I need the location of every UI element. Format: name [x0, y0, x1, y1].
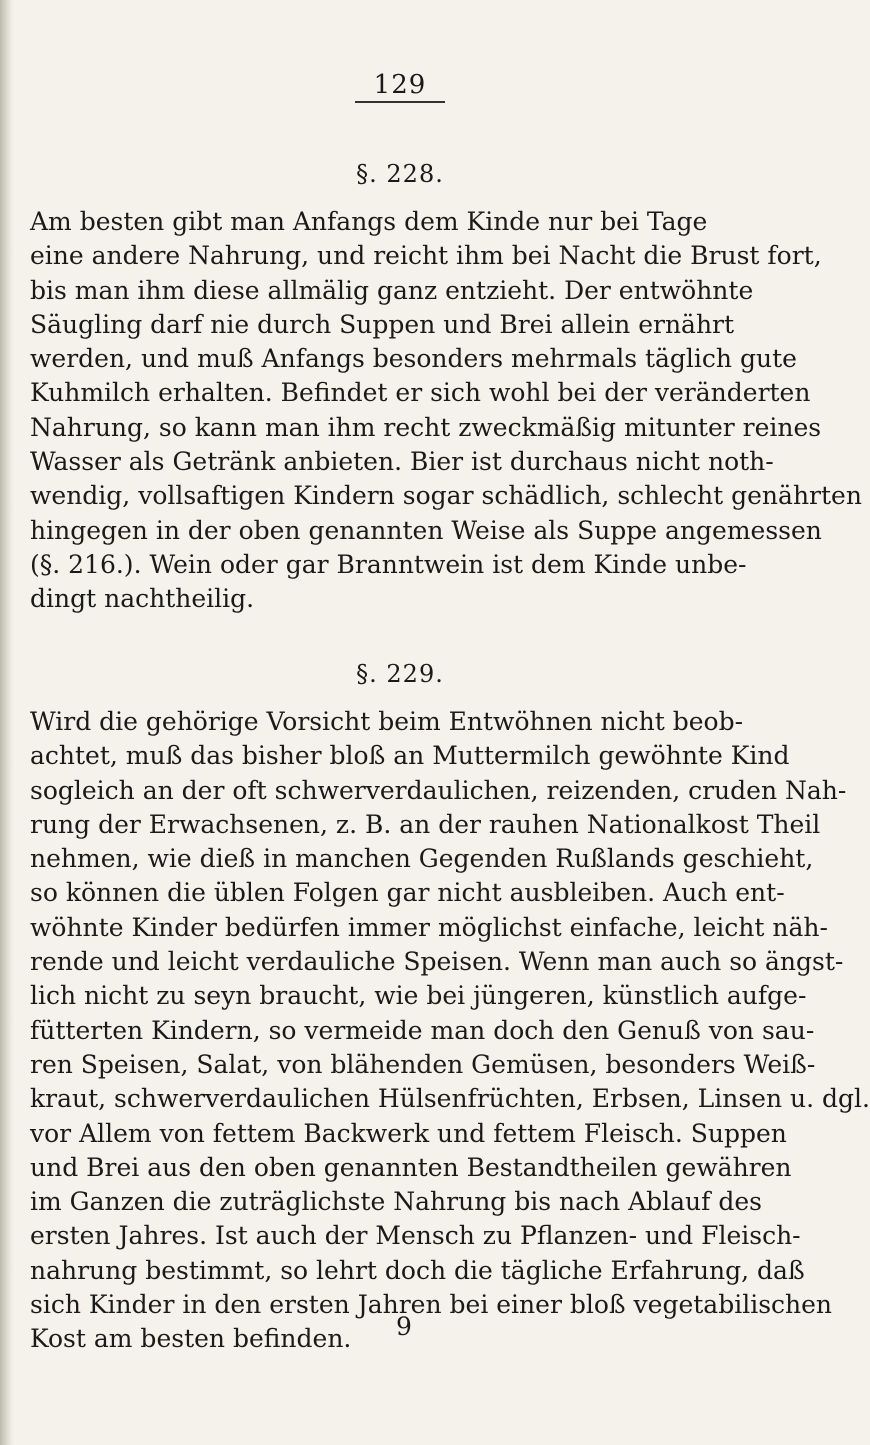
text-line: achtet, muß das bisher bloß an Muttermilch gewöhnte Kind — [30, 741, 790, 771]
text-line: lich nicht zu seyn braucht, wie bei jüngeren, künstlich aufge- — [30, 981, 807, 1011]
text-line: bis man ihm diese allmälig ganz entzieht. Der entwöhnte — [30, 275, 754, 305]
text-line: (§. 216.). Wein oder gar Branntwein ist dem Kinde unbe- — [30, 549, 747, 579]
text-line: ren Speisen, Salat, von blähenden Gemüsen, besonders Weiß- — [30, 1049, 816, 1079]
text-line: nahrung bestimmt, so lehrt doch die tägliche Erfahrung, daß — [30, 1255, 805, 1285]
text-line: werden, und muß Anfangs besonders mehrmals täglich gute — [30, 344, 797, 374]
text-line: Wasser als Getränk anbieten. Bier ist durchaus nicht noth- — [30, 447, 774, 477]
text-line: Nahrung, so kann man ihm recht zweckmäßig mitunter reines — [30, 412, 822, 442]
section-heading-228: §. 228. — [356, 160, 444, 188]
text-line: dingt nachtheilig. — [30, 584, 255, 614]
text-line: hingegen in der oben genannten Weise als Suppe angemessen — [30, 515, 822, 545]
text-line: und Brei aus den oben genannten Bestandtheilen gewähren — [30, 1152, 792, 1182]
text-line: vor Allem von fettem Backwerk und fettem Fleisch. Suppen — [30, 1118, 787, 1148]
text-line: Wird die gehörige Vorsicht beim Entwöhnen nicht beob- — [30, 707, 744, 736]
section-heading-229: §. 229. — [356, 660, 444, 688]
signature-mark: 9 — [396, 1312, 412, 1341]
text-line: so können die üblen Folgen gar nicht ausbleiben. Auch ent- — [30, 878, 785, 908]
text-line: Säugling darf nie durch Suppen und Brei allein ernährt — [30, 309, 735, 339]
text-line: sich Kinder in den ersten Jahren bei einer bloß vegetabilischen — [30, 1290, 833, 1320]
text-line: kraut, schwerverdaulichen Hülsenfrüchten, Erbsen, Linsen u. dgl. — [30, 1084, 870, 1114]
page-number: 129 — [373, 70, 427, 100]
text-line: rung der Erwachsenen, z. B. an der rauhen Nationalkost Theil — [30, 809, 821, 839]
text-line: fütterten Kindern, so vermeide man doch den Genuß von sau- — [30, 1015, 815, 1045]
text-line: wöhnte Kinder bedürfen immer möglichst einfache, leicht näh- — [30, 912, 828, 942]
text-line: nehmen, wie dieß in manchen Gegenden Rußlands geschieht, — [30, 844, 814, 874]
text-line: im Ganzen die zuträglichste Nahrung bis nach Ablauf des — [30, 1187, 762, 1217]
text-line: wendig, vollsaftigen Kindern sogar schädlich, schlecht genährten — [30, 481, 862, 511]
text-line: Am besten gibt man Anfangs dem Kinde nur bei Tage — [30, 207, 708, 236]
text-line: Kost am besten befinden. — [30, 1324, 352, 1354]
text-line: Kuhmilch erhalten. Befindet er sich wohl bei der veränderten — [30, 378, 811, 408]
page-number-rule — [355, 101, 445, 103]
section-228-text — [30, 205, 862, 617]
text-line: eine andere Nahrung, und reicht ihm bei Nacht die Brust fort, — [30, 241, 822, 271]
page-gutter-shadow — [0, 0, 14, 1445]
text-line: sogleich an der oft schwerverdaulichen, reizenden, cruden Nah- — [30, 775, 847, 805]
section-229-text — [30, 705, 870, 1357]
text-line: rende und leicht verdauliche Speisen. Wenn man auch so ängst- — [30, 947, 844, 977]
text-line: ersten Jahres. Ist auch der Mensch zu Pflanzen- und Fleisch- — [30, 1221, 801, 1251]
